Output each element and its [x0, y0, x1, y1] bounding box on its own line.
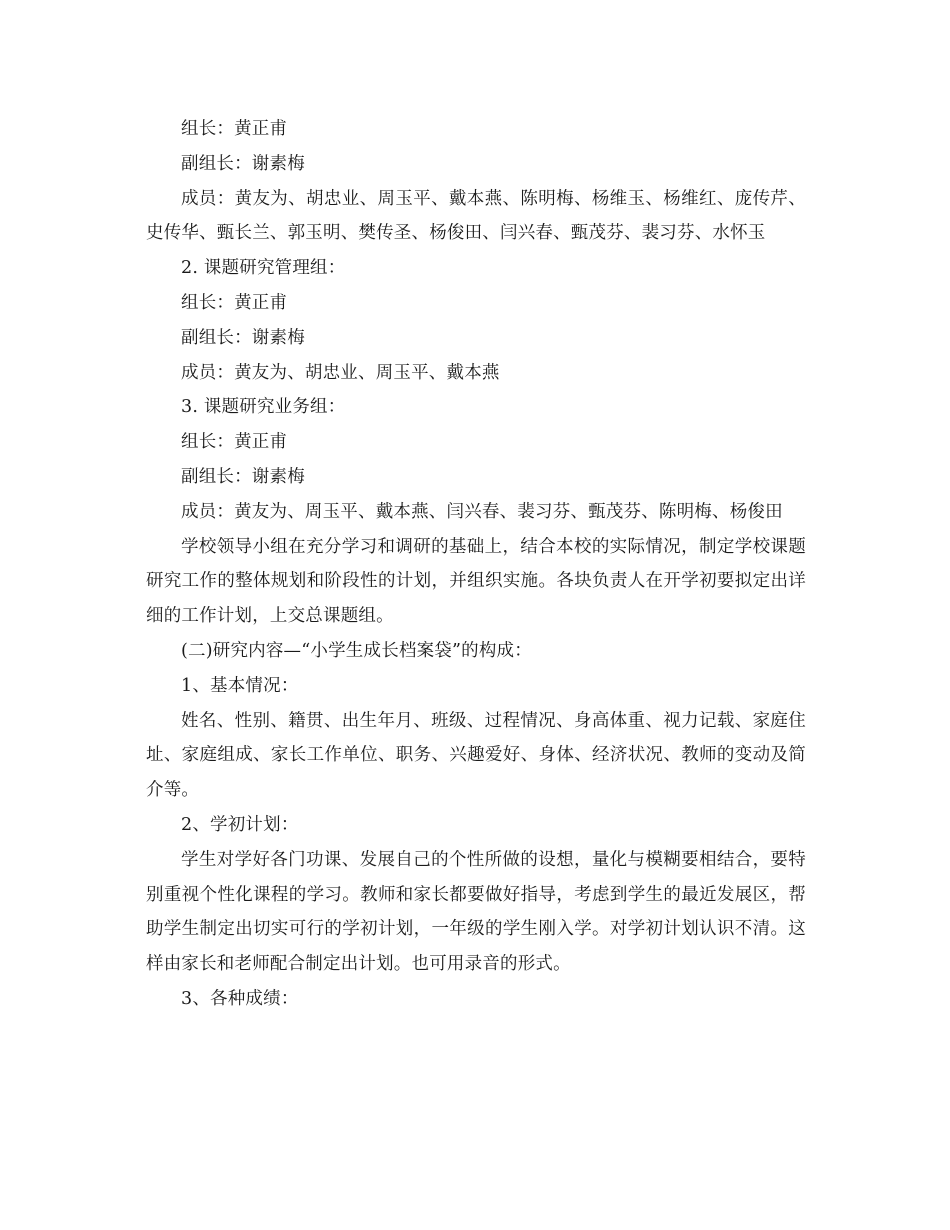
section-heading-business-group: 3. 课题研究业务组：	[181, 397, 346, 418]
subheading-term-plan: 2、学初计划：	[181, 814, 299, 835]
body-paragraph: 学生对学好各门功课、发展自己的个性所做的设想，量化与模糊要相结合，要特别重视个性化课程的学习。教师和家长都要做好指导，考虑到学生的最近发展区，帮助学生制定出切实可行的学初计划，一年级的学生刚入学。对学初计划认识不清。这样由家长和老师配合制定出计划。也可用录音的形式。	[146, 849, 806, 975]
deputy-leader-line: 副组长：谢素梅	[181, 153, 305, 174]
section-heading-management-group: 2. 课题研究管理组：	[181, 258, 346, 279]
group-leader-line: 组长：黄正甫	[181, 432, 288, 453]
members-paragraph: 成员：黄友为、胡忠业、周玉平、戴本燕	[181, 362, 500, 383]
subheading-basic-info: 1、基本情况：	[181, 675, 299, 696]
members-paragraph: 成员：黄友为、周玉平、戴本燕、闫兴春、裴习芬、甄茂芬、陈明梅、杨俊田	[181, 501, 783, 522]
group-leader-line: 组长：黄正甫	[181, 119, 288, 139]
group-leader-line: 组长：黄正甫	[181, 292, 288, 313]
document-page	[146, 112, 806, 1017]
deputy-leader-line: 副组长：谢素梅	[181, 466, 305, 487]
section-heading-research-content: (二)研究内容—“小学生成长档案袋”的构成：	[181, 640, 532, 661]
body-paragraph: 姓名、性别、籍贯、出生年月、班级、过程情况、身高体重、视力记载、家庭住址、家庭组成、家长工作单位、职务、兴趣爱好、身体、经济状况、教师的变动及简介等。	[146, 710, 806, 801]
subheading-grades: 3、各种成绩：	[181, 988, 299, 1009]
body-paragraph: 学校领导小组在充分学习和调研的基础上，结合本校的实际情况，制定学校课题研究工作的整体规划和阶段性的计划，并组织实施。各块负责人在开学初要拟定出详细的工作计划，上交总课题组。	[146, 536, 806, 627]
deputy-leader-line: 副组长：谢素梅	[181, 327, 305, 348]
members-paragraph: 成员：黄友为、胡忠业、周玉平、戴本燕、陈明梅、杨维玉、杨维红、庞传芹、史传华、甄长兰、郭玉明、樊传圣、杨俊田、闫兴春、甄茂芬、裴习芬、水怀玉	[146, 188, 806, 244]
